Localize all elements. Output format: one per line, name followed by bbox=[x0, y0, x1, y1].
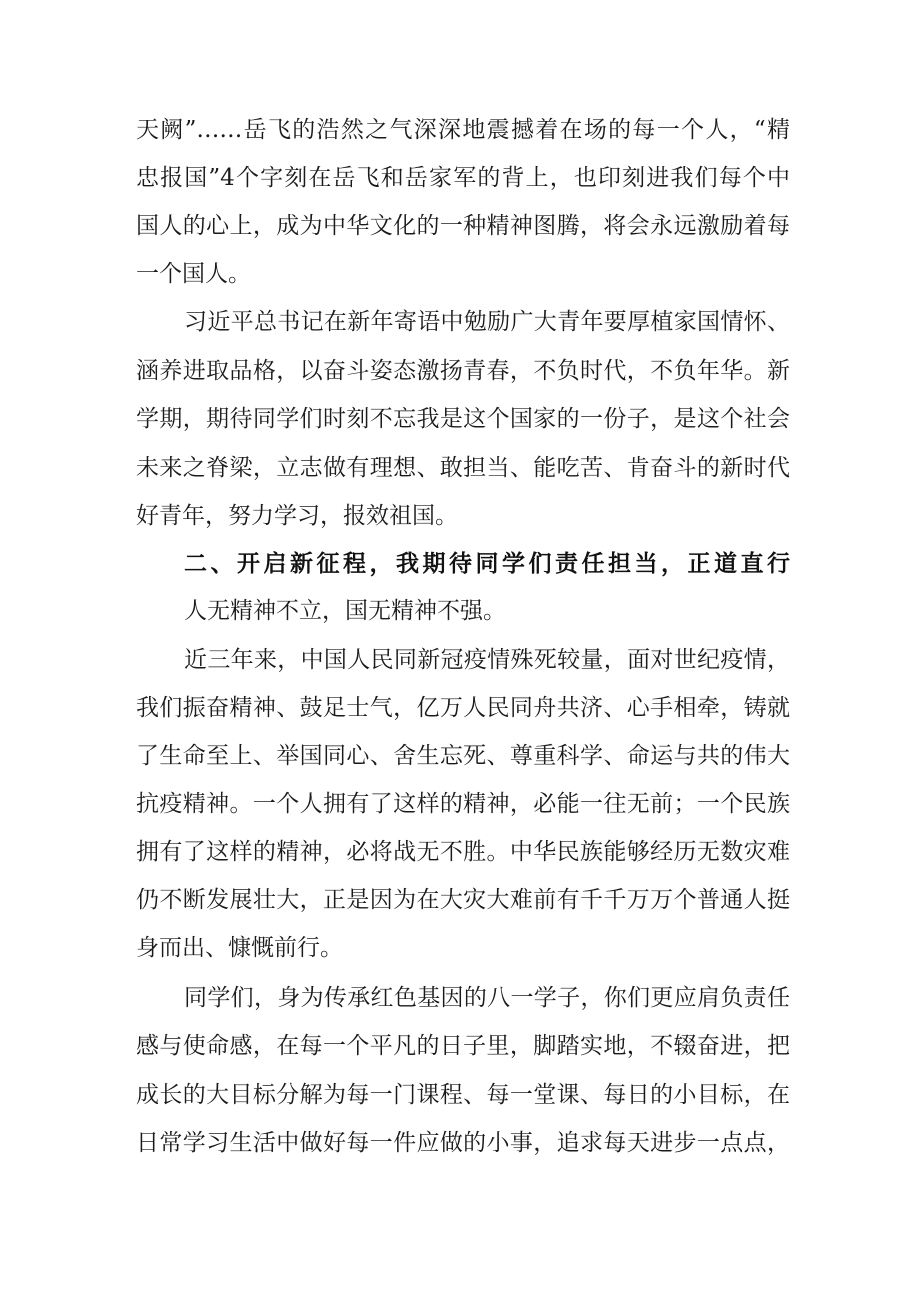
paragraph-2-line-4: 未来之脊梁，立志做有理想、敢担当、能吃苦、肯奋斗的新时代 bbox=[136, 455, 790, 481]
paragraph-1-line-4: 一个国人。 bbox=[136, 261, 251, 287]
paragraph-4-line-7: 身而出、慷慨前行。 bbox=[136, 935, 343, 961]
paragraph-2-line-3: 学期，期待同学们时刻不忘我是这个国家的一份子，是这个社会 bbox=[136, 406, 790, 432]
paragraph-1-line-2: 忠报国”4个字刻在岳飞和岳家军的背上，也印刻进我们每个中 bbox=[136, 165, 790, 191]
paragraph-1-line-1: 天阙”……岳飞的浩然之气深深地震撼着在场的每一个人，“精 bbox=[136, 117, 790, 143]
paragraph-5-line-4: 日常学习生活中做好每一件应做的小事，追求每天进步一点点， bbox=[136, 1130, 790, 1156]
paragraph-4-line-3: 了生命至上、举国同心、舍生忘死、尊重科学、命运与共的伟大 bbox=[136, 743, 790, 769]
paragraph-4-line-5: 拥有了这样的精神，必将战无不胜。中华民族能够经历无数灾难 bbox=[136, 839, 790, 865]
paragraph-3-line-1: 人无精神不立，国无精神不强。 bbox=[184, 598, 506, 624]
paragraph-2-line-2: 涵养进取品格，以奋斗姿态激扬青春，不负时代，不负年华。新 bbox=[136, 358, 790, 384]
paragraph-2-line-1: 习近平总书记在新年寄语中勉励广大青年要厚植家国情怀、 bbox=[184, 309, 790, 335]
section-heading: 二、开启新征程，我期待同学们责任担当，正道直行 bbox=[184, 551, 790, 577]
paragraph-5-line-3: 成长的大目标分解为每一门课程、每一堂课、每日的小目标，在 bbox=[136, 1082, 790, 1108]
paragraph-4-line-2: 我们振奋精神、鼓足士气，亿万人民同舟共济、心手相牵，铸就 bbox=[136, 695, 790, 721]
paragraph-4-line-4: 抗疫精神。一个人拥有了这样的精神，必能一往无前；一个民族 bbox=[136, 791, 790, 817]
paragraph-2-line-5: 好青年，努力学习，报效祖国。 bbox=[136, 503, 458, 529]
paragraph-4-line-1: 近三年来，中国人民同新冠疫情殊死较量，面对世纪疫情， bbox=[184, 647, 790, 673]
paragraph-5-line-1: 同学们，身为传承红色基因的八一学子，你们更应肩负责任 bbox=[184, 985, 790, 1011]
paragraph-1-line-3: 国人的心上，成为中华文化的一种精神图腾，将会永远激励着每 bbox=[136, 213, 790, 239]
paragraph-5-line-2: 感与使命感，在每一个平凡的日子里，脚踏实地，不辍奋进，把 bbox=[136, 1033, 790, 1059]
paragraph-4-line-6: 仍不断发展壮大，正是因为在大灾大难前有千千万万个普通人挺 bbox=[136, 887, 790, 913]
